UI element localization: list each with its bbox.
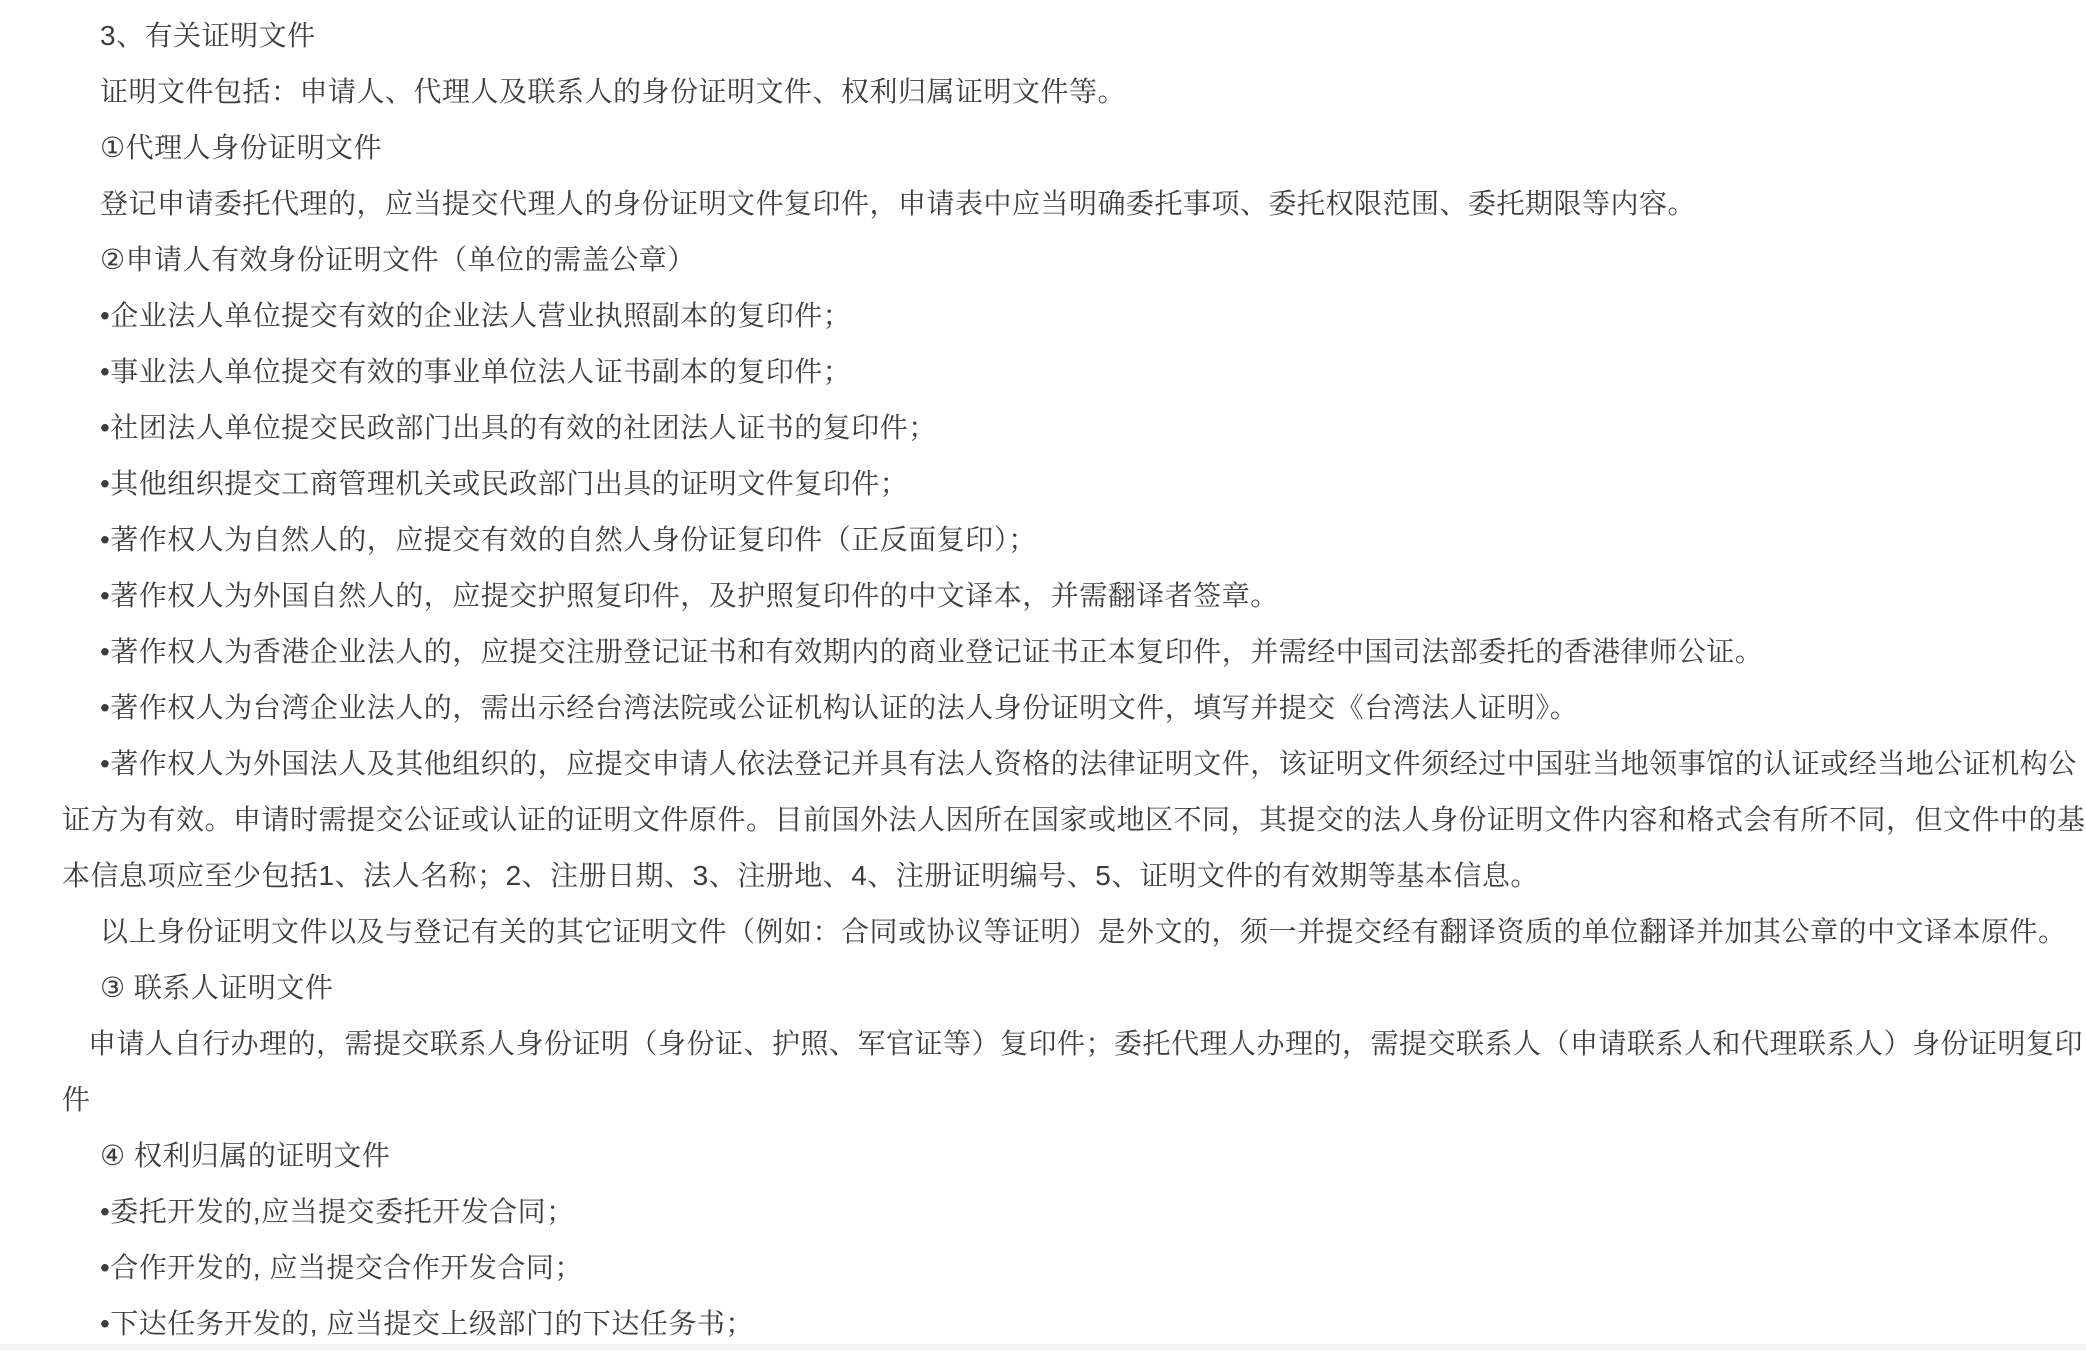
bullet-item-enterprise: •企业法人单位提交有效的企业法人营业执照副本的复印件；: [100, 300, 852, 331]
paragraph-translation-requirement: 以上身份证明文件以及与登记有关的其它证明文件（例如：合同或协议等证明）是外文的，须一并提交经有翻译资质的单位翻译并加其公章的中文译本原件。: [100, 916, 2067, 947]
subsection-heading-ownership: ④ 权利归属的证明文件: [100, 1140, 391, 1171]
paragraph-certificates-include: 证明文件包括：申请人、代理人及联系人的身份证明文件、权利归属证明文件等。: [100, 76, 1127, 107]
paragraph-agent-id-detail: 登记申请委托代理的，应当提交代理人的身份证明文件复印件，申请表中应当明确委托事项、委托权限范围、委托期限等内容。: [100, 188, 1697, 219]
subsection-heading-agent-id: ①代理人身份证明文件: [100, 132, 383, 163]
paragraph-continuation-jian: 件: [62, 1084, 91, 1115]
bullet-item-cooperative-dev: •合作开发的, 应当提交合作开发合同；: [100, 1252, 583, 1283]
subsection-heading-contact-id: ③ 联系人证明文件: [100, 972, 334, 1003]
section-heading-certificates: 3、有关证明文件: [100, 20, 316, 51]
bullet-item-foreign-legal-person: •著作权人为外国法人及其他组织的，应提交申请人依法登记并具有法人资格的法律证明文件，该证明文件须经过中国驻当地领事馆的认证或经当地公证机构公: [100, 748, 2077, 779]
bullet-item-institution: •事业法人单位提交有效的事业单位法人证书副本的复印件；: [100, 356, 852, 387]
bullet-item-hongkong-legal-person: •著作权人为香港企业法人的，应提交注册登记证书和有效期内的商业登记证书正本复印件，并需经中国司法部委托的香港律师公证。: [100, 636, 1764, 667]
bullet-item-foreign-person: •著作权人为外国自然人的，应提交护照复印件，及护照复印件的中文译本，并需翻译者签章。: [100, 580, 1279, 611]
paragraph-continuation-basic-info: 本信息项应至少包括1、法人名称；2、注册日期、3、注册地、4、注册证明编号、5、证明文件的有效期等基本信息。: [62, 860, 1539, 891]
bullet-item-assigned-task-dev: •下达任务开发的, 应当提交上级部门的下达任务书；: [100, 1308, 754, 1339]
bullet-item-other-org: •其他组织提交工商管理机关或民政部门出具的证明文件复印件；: [100, 468, 909, 499]
subsection-heading-applicant-id: ②申请人有效身份证明文件（单位的需盖公章）: [100, 244, 696, 275]
bullet-item-natural-person: •著作权人为自然人的，应提交有效的自然人身份证复印件（正反面复印）；: [100, 524, 1037, 555]
bottom-section-divider: [0, 1344, 2086, 1350]
bullet-item-commissioned-dev: •委托开发的,应当提交委托开发合同；: [100, 1196, 575, 1227]
paragraph-contact-id-detail: 申请人自行办理的，需提交联系人身份证明（身份证、护照、军官证等）复印件；委托代理人办理的，需提交联系人（申请联系人和代理联系人）身份证明复印: [88, 1028, 2084, 1059]
bullet-item-taiwan-legal-person: •著作权人为台湾企业法人的，需出示经台湾法院或公证机构认证的法人身份证明文件，填写并提交《台湾法人证明》。: [100, 692, 1579, 723]
paragraph-continuation-notarization: 证方为有效。申请时需提交公证或认证的证明文件原件。目前国外法人因所在国家或地区不同，其提交的法人身份证明文件内容和格式会有所不同，但文件中的基: [62, 804, 2086, 835]
bullet-item-association: •社团法人单位提交民政部门出具的有效的社团法人证书的复印件；: [100, 412, 937, 443]
